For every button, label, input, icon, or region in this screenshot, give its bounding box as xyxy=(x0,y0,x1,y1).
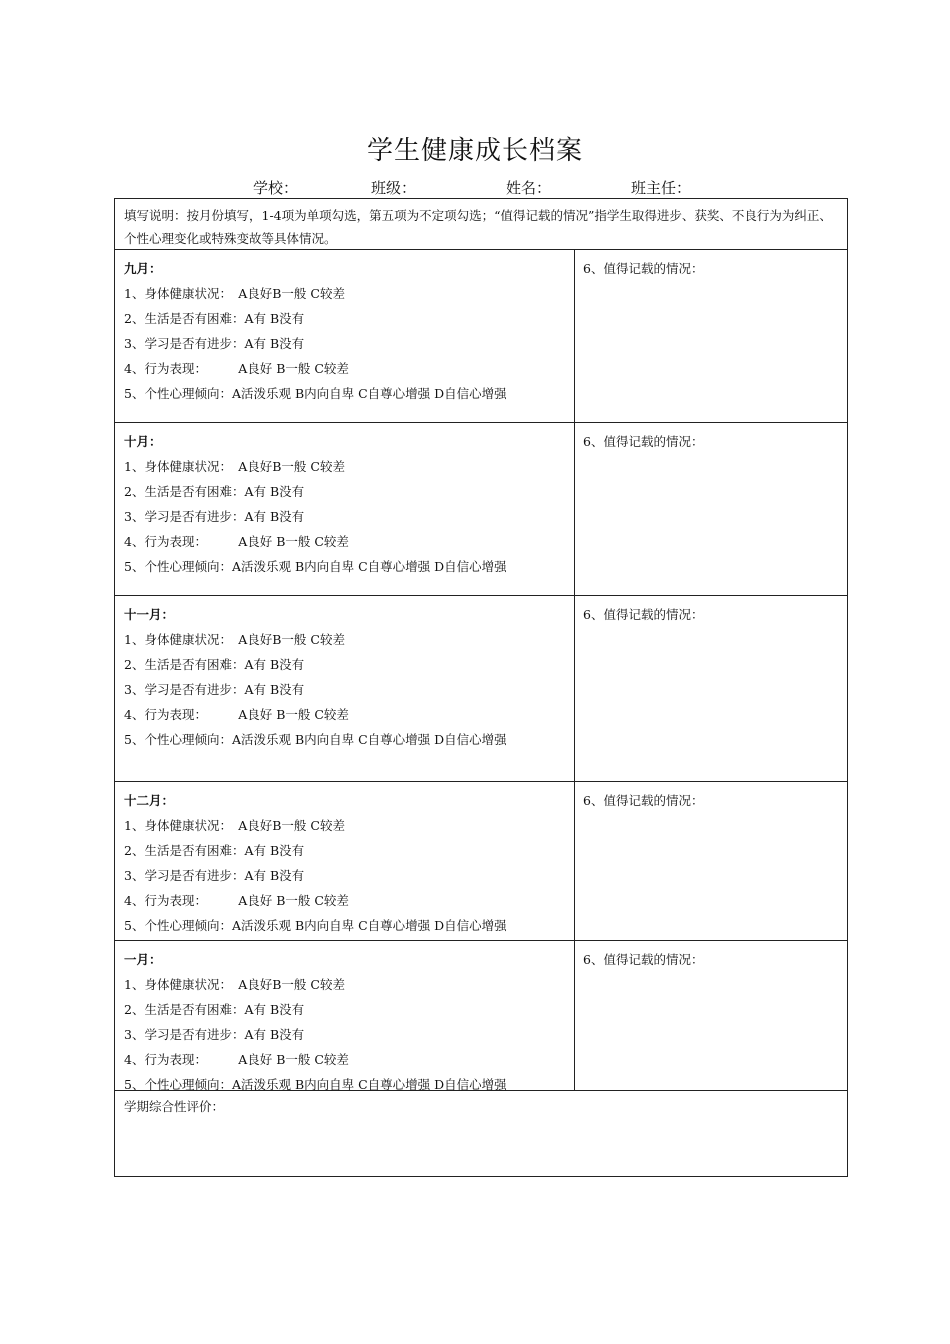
checklist-cell xyxy=(115,423,575,595)
study-progress-item: 3、学习是否有进步：A有 B没有 xyxy=(124,1027,305,1042)
month-section-december xyxy=(115,782,847,941)
notable-record-label: 6、值得记载的情况： xyxy=(583,952,704,967)
living-difficulty-item: 2、生活是否有困难：A有 B没有 xyxy=(124,484,305,499)
behavior-item: 4、行为表现： A良好 B一般 C较差 xyxy=(124,1052,349,1067)
notable-record-cell[interactable] xyxy=(575,250,847,422)
health-status-item: 1、身体健康状况： A良好B一般 C较差 xyxy=(124,286,345,301)
month-label: 一月： xyxy=(124,952,162,967)
month-label: 九月： xyxy=(124,261,162,276)
notable-record-cell[interactable] xyxy=(575,423,847,595)
fill-instructions: 填写说明：按月份填写，1-4项为单项勾选，第五项为不定项勾选；“值得记载的情况”指学生取得进步、获奖、不良行为为纠正、个性心理变化或特殊变故等具体情况。 xyxy=(115,199,847,250)
study-progress-item: 3、学习是否有进步：A有 B没有 xyxy=(124,868,305,883)
semester-evaluation-cell[interactable] xyxy=(115,1091,847,1176)
personality-tendency-item: 5、个性心理倾向：A活泼乐观 B内向自卑 C自尊心增强 D自信心增强 xyxy=(124,732,507,747)
behavior-item: 4、行为表现： A良好 B一般 C较差 xyxy=(124,534,349,549)
health-status-item: 1、身体健康状况： A良好B一般 C较差 xyxy=(124,632,345,647)
document-title: 学生健康成长档案 xyxy=(366,136,583,166)
personality-tendency-item: 5、个性心理倾向：A活泼乐观 B内向自卑 C自尊心增强 D自信心增强 xyxy=(124,559,507,574)
name-field-label: 姓名： xyxy=(506,179,552,197)
study-progress-item: 3、学习是否有进步：A有 B没有 xyxy=(124,336,305,351)
health-status-item: 1、身体健康状况： A良好B一般 C较差 xyxy=(124,818,345,833)
month-label: 十二月： xyxy=(124,793,175,808)
behavior-item: 4、行为表现： A良好 B一般 C较差 xyxy=(124,361,349,376)
month-section-january xyxy=(115,941,847,1091)
checklist-cell xyxy=(115,596,575,781)
notable-record-label: 6、值得记载的情况： xyxy=(583,261,704,276)
notable-record-cell[interactable] xyxy=(575,596,847,781)
living-difficulty-item: 2、生活是否有困难：A有 B没有 xyxy=(124,311,305,326)
behavior-item: 4、行为表现： A良好 B一般 C较差 xyxy=(124,707,349,722)
personality-tendency-item: 5、个性心理倾向：A活泼乐观 B内向自卑 C自尊心增强 D自信心增强 xyxy=(124,386,507,401)
school-field-label: 学校： xyxy=(253,179,299,197)
health-status-item: 1、身体健康状况： A良好B一般 C较差 xyxy=(124,977,345,992)
head-teacher-field-label: 班主任： xyxy=(631,179,692,197)
notable-record-label: 6、值得记载的情况： xyxy=(583,793,704,808)
month-section-november xyxy=(115,596,847,782)
semester-evaluation-label: 学期综合性评价： xyxy=(124,1099,225,1114)
month-label: 十月： xyxy=(124,434,162,449)
notable-record-label: 6、值得记载的情况： xyxy=(583,607,704,622)
health-status-item: 1、身体健康状况： A良好B一般 C较差 xyxy=(124,459,345,474)
health-record-table xyxy=(114,198,848,1177)
behavior-item: 4、行为表现： A良好 B一般 C较差 xyxy=(124,893,349,908)
checklist-cell xyxy=(115,941,575,1090)
study-progress-item: 3、学习是否有进步：A有 B没有 xyxy=(124,509,305,524)
month-section-october xyxy=(115,423,847,596)
living-difficulty-item: 2、生活是否有困难：A有 B没有 xyxy=(124,1002,305,1017)
month-section-september xyxy=(115,250,847,423)
personality-tendency-item: 5、个性心理倾向：A活泼乐观 B内向自卑 C自尊心增强 D自信心增强 xyxy=(124,1077,507,1092)
checklist-cell xyxy=(115,782,575,940)
personality-tendency-item: 5、个性心理倾向：A活泼乐观 B内向自卑 C自尊心增强 D自信心增强 xyxy=(124,918,507,933)
study-progress-item: 3、学习是否有进步：A有 B没有 xyxy=(124,682,305,697)
notable-record-cell[interactable] xyxy=(575,941,847,1090)
student-info-header xyxy=(0,177,950,199)
class-field-label: 班级： xyxy=(371,179,417,197)
living-difficulty-item: 2、生活是否有困难：A有 B没有 xyxy=(124,843,305,858)
notable-record-label: 6、值得记载的情况： xyxy=(583,434,704,449)
checklist-cell xyxy=(115,250,575,422)
living-difficulty-item: 2、生活是否有困难：A有 B没有 xyxy=(124,657,305,672)
notable-record-cell[interactable] xyxy=(575,782,847,940)
month-label: 十一月： xyxy=(124,607,175,622)
